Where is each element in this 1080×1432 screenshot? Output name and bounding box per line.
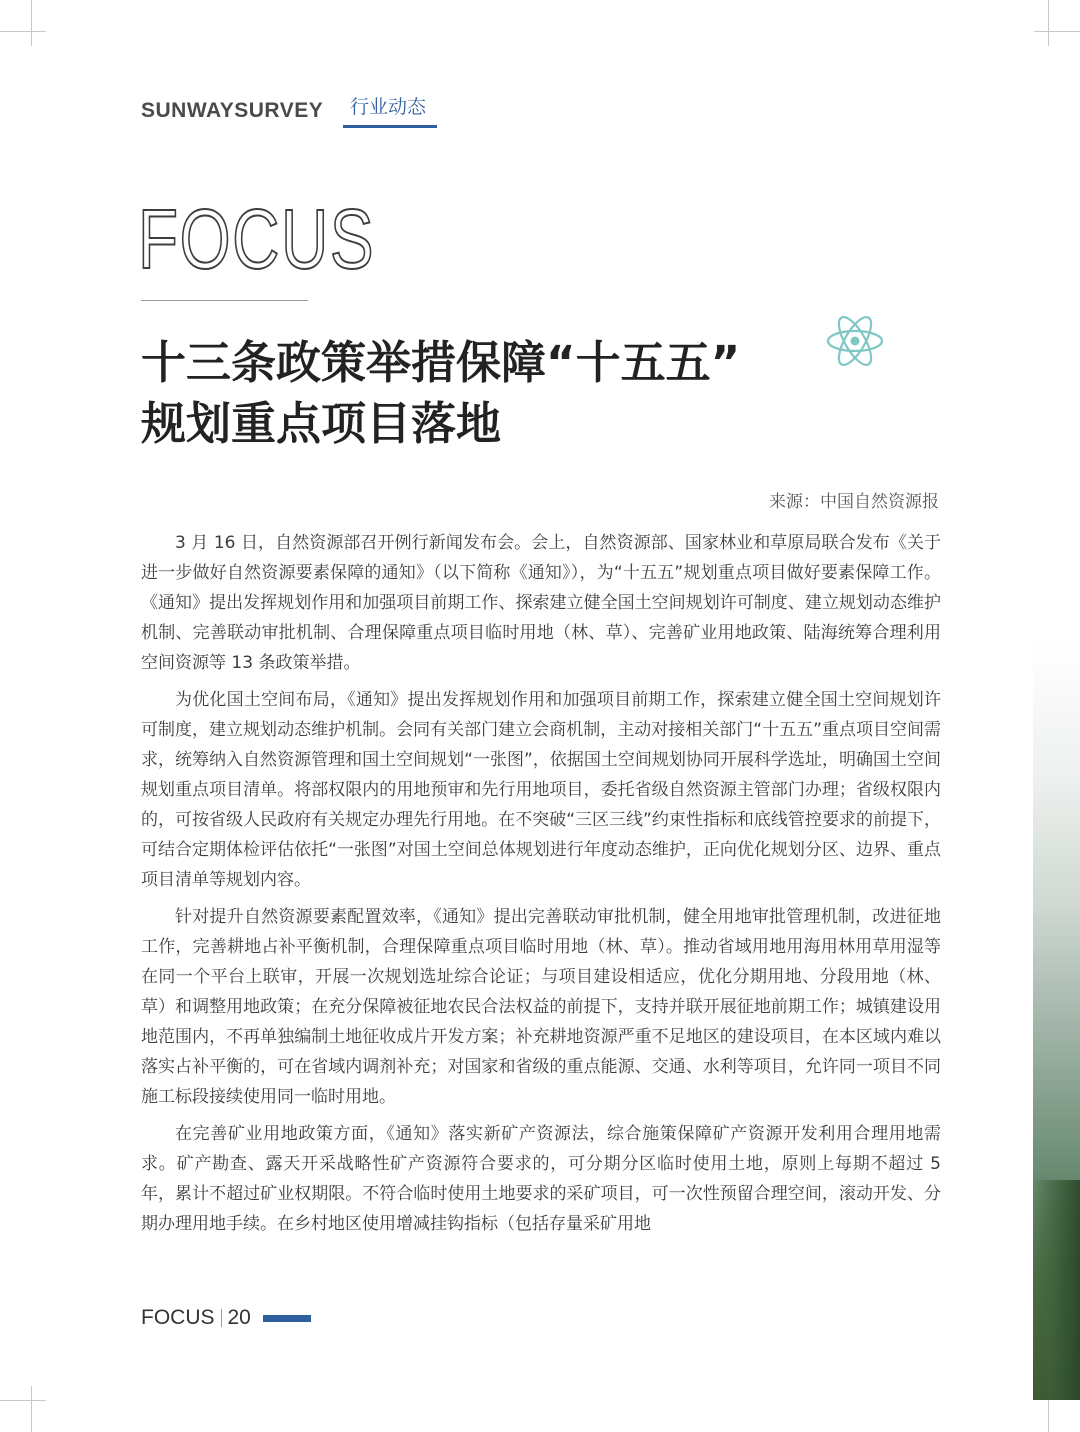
page-footer	[141, 1306, 311, 1330]
article-paragraph: 为优化国土空间布局，《通知》提出发挥规划作用和加强项目前期工作，探索建立健全国土空间规划许可制度，建立规划动态维护机制。会同有关部门建立会商机制，主动对接相关部门“十五五”重点项目空间需求，统筹纳入自然资源管理和国土空间规划“一张图”，依据国土空间规划协同开展科学选址，明确国土空间规划重点项目清单。将部权限内的用地预审和先行用地项目，委托省级自然资源主管部门办理；省级权限内的，可按省级人民政府有关规定办理先行用地。在不突破“三区三线”约束性指标和底线管控要求的前提下，可结合定期体检评估依托“一张图”对国土空间总体规划进行年度动态维护，正向优化规划分区、边界、重点项目清单等规划内容。	[141, 690, 941, 890]
article-paragraph: 3 月 16 日，自然资源部召开例行新闻发布会。会上，自然资源部、国家林业和草原局联合发布《关于进一步做好自然资源要素保障的通知》（以下简称《通知》），为“十五五”规划重点项目做好要素保障工作。《通知》提出发挥规划作用和加强项目前期工作、探索建立健全国土空间规划许可制度、建立规划动态维护机制、完善联动审批机制、合理保障重点项目临时用地（林、草）、完善矿业用地政策、陆海统筹合理利用空间资源等 13 条政策举措。	[141, 533, 941, 673]
article-source: 来源：中国自然资源报	[769, 492, 939, 512]
decorative-forest-strip-dark	[1033, 1180, 1080, 1400]
article-title-line: 十三条政策举措保障“十五五”	[141, 336, 741, 389]
article-body	[141, 528, 941, 1246]
crop-mark	[1034, 31, 1080, 32]
focus-heading: FOCUS	[138, 192, 376, 286]
crop-mark	[0, 1400, 46, 1401]
crop-mark	[1048, 0, 1049, 46]
page-number: 20	[227, 1306, 251, 1329]
section-label: 行业动态	[350, 96, 427, 118]
article-title	[141, 332, 841, 454]
footer-separator	[221, 1309, 222, 1327]
crop-mark	[31, 0, 32, 46]
article-paragraph: 针对提升自然资源要素配置效率，《通知》提出完善联动审批机制，健全用地审批管理机制，改进征地工作，完善耕地占补平衡机制，合理保障重点项目临时用地（林、草）。推动省域用地用海用林用草用湿等在同一个平台上联审，开展一次规划选址综合论证；与项目建设相适应，优化分期用地、分段用地（林、草）和调整用地政策；在充分保障被征地农民合法权益的前提下，支持并联开展征地前期工作；城镇建设用地范围内，不再单独编制土地征收成片开发方案；补充耕地资源严重不足地区的建设项目，在本区域内难以落实占补平衡的，可在省域内调剂补充；对国家和省级的重点能源、交通、水利等项目，允许同一项目不同施工标段接续使用同一临时用地。	[141, 907, 941, 1107]
heading-divider	[141, 300, 308, 301]
brand-logo-text: SUNWAYSURVEY	[141, 99, 324, 122]
crop-mark	[31, 1386, 32, 1432]
article-paragraph: 在完善矿业用地政策方面，《通知》落实新矿产资源法，综合施策保障矿产资源开发利用合理用地需求。矿产勘查、露天开采战略性矿产资源符合要求的，可分期分区临时使用土地，原则上每期不超过 5 年，累计不超过矿业权期限。不符合临时使用土地要求的采矿项目，可一次性预留合理空间，滚动开发、分期办理用地手续。在乡村地区使用增减挂钩指标（包括存量采矿用地	[141, 1124, 941, 1234]
crop-mark	[0, 31, 46, 32]
footer-label: FOCUS	[141, 1306, 215, 1329]
footer-accent-bar	[263, 1315, 311, 1322]
article-title-line: 规划重点项目落地	[141, 397, 502, 450]
section-tab	[343, 92, 437, 128]
